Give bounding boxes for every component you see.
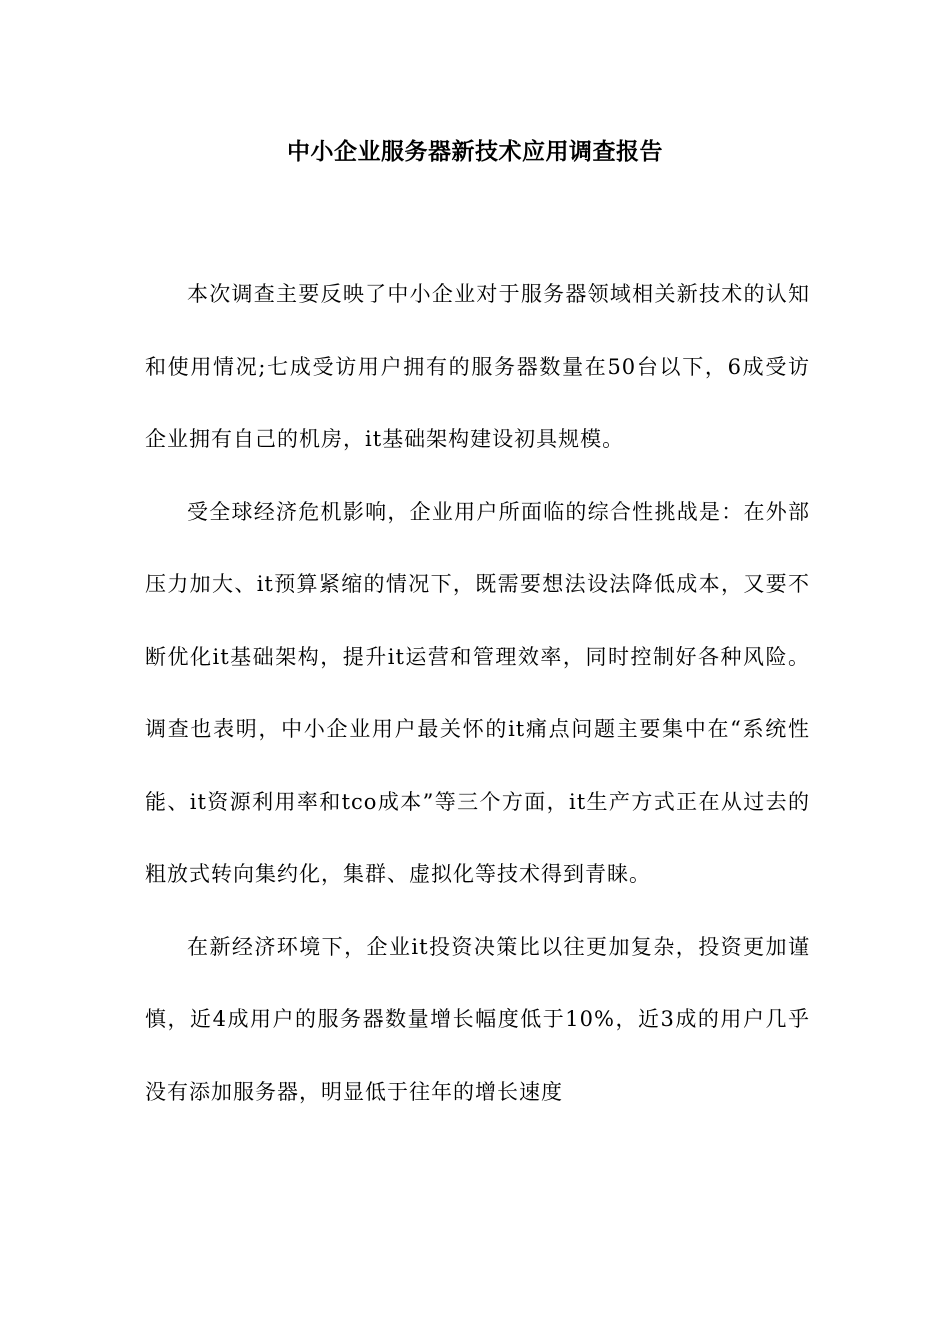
paragraph-investment-decisions: 在新经济环境下，企业it投资决策比以往更加复杂，投资更加谨慎，近4成用户的服务器数量增长幅度低于10%，近3成的用户几乎没有添加服务器，明显低于往年的增长速度	[145, 934, 810, 1104]
paragraph-economic-challenges: 受全球经济危机影响，企业用户所面临的综合性挑战是：在外部压力加大、it预算紧缩的情况下，既需要想法设法降低成本，又要不断优化it基础架构，提升it运营和管理效率，同时控制好各种风险。调查也表明，中小企业用户最关怀的it痛点问题主要集中在“系统性能、it资源利用率和tco成本”等三个方面，it生产方式正在从过去的粗放式转向集约化，集群、虚拟化等技术得到青睐。	[145, 499, 810, 886]
document-body	[145, 258, 810, 1128]
document-title: 中小企业服务器新技术应用调查报告	[287, 139, 663, 165]
paragraph-survey-overview: 本次调查主要反映了中小企业对于服务器领域相关新技术的认知和使用情况;七成受访用户拥有的服务器数量在50台以下，6成受访企业拥有自己的机房，it基础架构建设初具规模。	[145, 282, 810, 451]
